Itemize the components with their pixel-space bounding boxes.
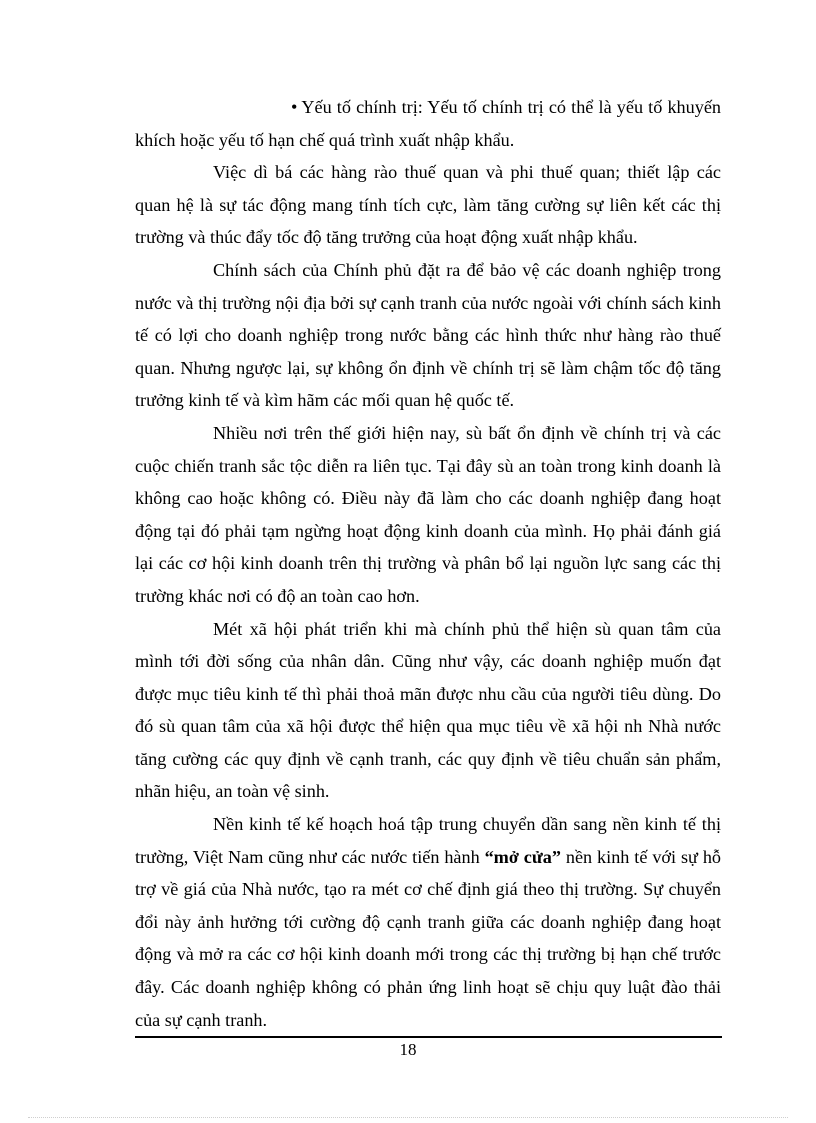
page-number: 18	[399, 1040, 417, 1059]
bold-term-open-door: “mở cửa”	[484, 846, 561, 867]
paragraph-social-development: Mét xã hội phát triển khi mà chính phủ thể hiện sù quan tâm của mình tới đời sống của nhân dân. Cũng như vậy, các doanh nghiệp muốn đạt được mục tiêu kinh tế thì phải thoả mãn được nhu cầu của người tiêu dùng. Do đó sù quan tâm của xã hội được thể hiện qua mục tiêu về xã hội nh Nhà nước tăng cường các quy định về cạnh tranh, các quy định về tiêu chuẩn sản phẩm, nhãn hiệu, an toàn vệ sinh.	[135, 618, 721, 802]
paragraph-text-start: Nền kinh tế kế hoạch hoá tập trung chuyển dần sang nền kinh tế thị trường, Việt Nam cũng như các nước tiến hành	[135, 814, 721, 867]
paragraph-text-end: nền kinh tế với sự hỗ trợ về giá của Nhà nước, tạo ra mét cơ chế định giá theo thị trường. Sự chuyển đổi này ảnh hưởng tới cường độ cạnh tranh giữa các doanh nghiệp đang hoạt động và mở ra các cơ hội kinh doanh mới trong các thị trường bị hạn chế trước đây. Các doanh nghiệp không có phản ứng linh hoạt sẽ chịu quy luật đào thải của sự cạnh tranh.	[135, 846, 722, 1030]
paragraph-instability: Nhiều nơi trên thế giới hiện nay, sù bất ổn định về chính trị và các cuộc chiến tranh sắc tộc diễn ra liên tục. Tại đây sù an toàn trong kinh doanh là không cao hoặc không có. Điều này đã làm cho các doanh nghiệp đang hoạt động tại đó phải tạm ngừng hoạt động kinh doanh của mình. Họ phải đánh giá lại các cơ hội kinh doanh trên thị trường và phân bổ lại nguồn lực sang các thị trường khác nơi có độ an toàn cao hơn.	[135, 422, 721, 606]
footer-divider	[135, 1036, 722, 1038]
paragraph-tariff-barriers: Việc dì bá các hàng rào thuế quan và phi thuế quan; thiết lập các quan hệ là sự tác động mang tính tích cực, làm tăng cường sự liên kết các thị trường và thúc đẩy tốc độ tăng trưởng của hoạt động xuất nhập khẩu.	[135, 162, 721, 248]
paragraph-market-economy	[135, 808, 721, 1036]
paragraph-political-factor	[135, 91, 721, 156]
bullet-icon: •	[291, 97, 298, 117]
paragraph-government-policy: Chính sách của Chính phủ đặt ra để bảo vệ các doanh nghiệp trong nước và thị trường nội địa bởi sự cạnh tranh của nước ngoài với chính sách kinh tế có lợi cho doanh nghiệp trong nước bằng các hình thức như hàng rào thuế quan. Nhưng ngược lại, sự không ổn định về chính trị sẽ làm chậm tốc độ tăng trưởng kinh tế và kìm hãm các mối quan hệ quốc tế.	[135, 259, 721, 411]
paragraph-text: Yếu tố chính trị: Yếu tố chính trị có thể là yếu tố khuyến khích hoặc yếu tố hạn chế quá trình xuất nhập khẩu.	[135, 97, 721, 150]
page-bottom-border	[28, 1117, 788, 1118]
document-body	[135, 91, 721, 1036]
